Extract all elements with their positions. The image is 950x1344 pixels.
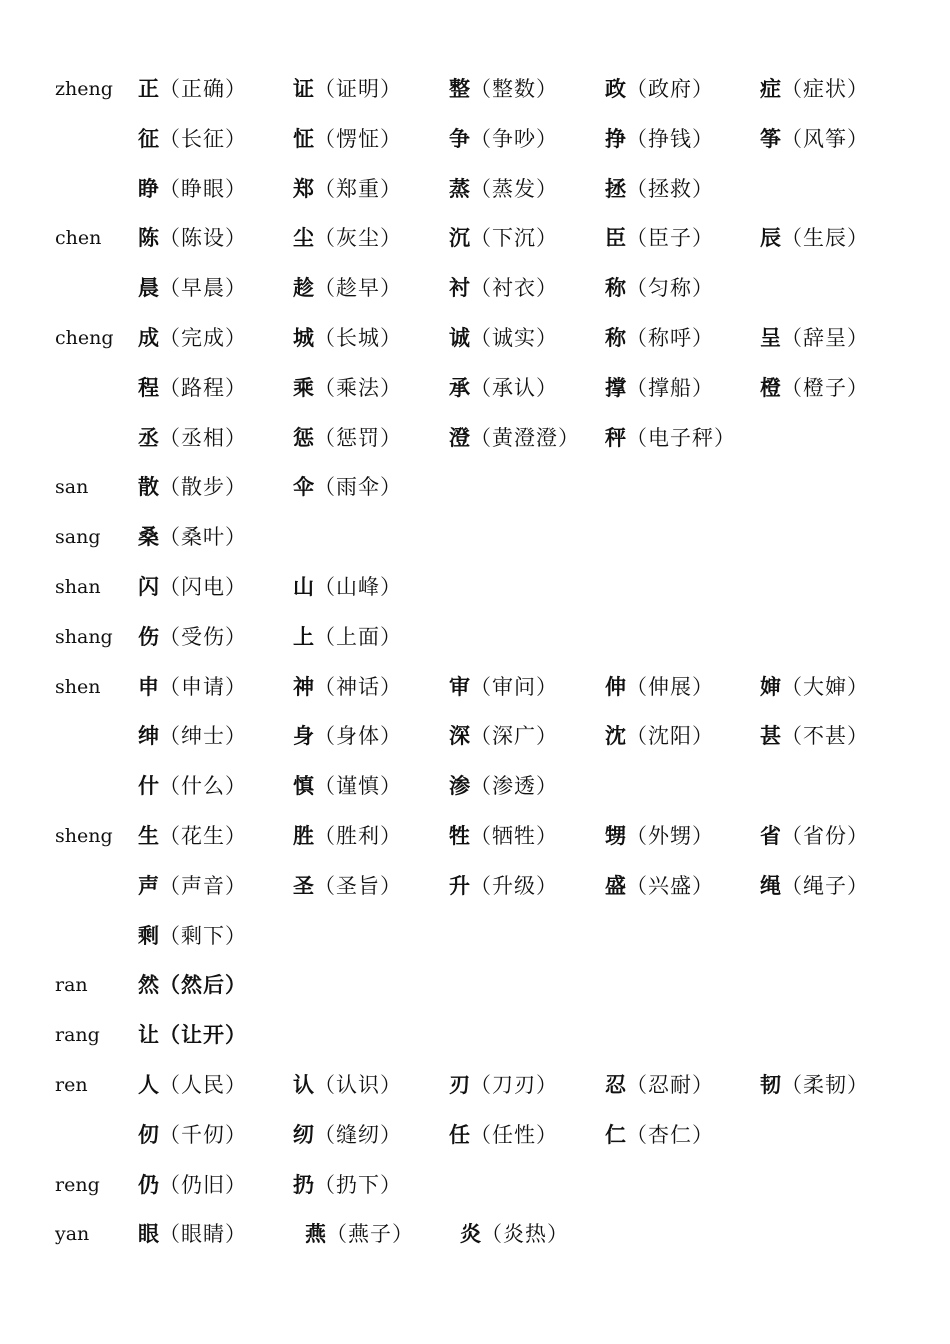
character-entry: [760, 64, 869, 114]
hanzi-character: 绳: [760, 873, 781, 898]
example-word: （认识）: [314, 1073, 402, 1097]
hanzi-character: 秤: [605, 425, 626, 450]
hanzi-character: 身: [293, 724, 314, 749]
hanzi-character: 承: [449, 375, 470, 400]
example-word: （申请）: [159, 674, 247, 699]
hanzi-character: 渗: [449, 774, 470, 799]
hanzi-character: 仞: [138, 1122, 159, 1147]
hanzi-character: 郑: [293, 176, 314, 201]
example-word: （称呼）: [626, 326, 714, 350]
hanzi-character: 人: [138, 1073, 159, 1097]
example-word: （拯救）: [626, 176, 714, 201]
character-entry: [605, 413, 736, 463]
example-word: （扔下）: [314, 1172, 402, 1197]
example-word: （上面）: [314, 624, 402, 649]
character-entry: [605, 313, 714, 363]
character-entry: [293, 164, 402, 214]
hanzi-character: 声: [138, 873, 159, 898]
character-entry: [138, 64, 247, 114]
hanzi-character: 仁: [605, 1122, 626, 1147]
character-entry: [293, 1160, 402, 1210]
example-word: （渗透）: [470, 774, 558, 799]
entry-row: [0, 213, 950, 263]
hanzi-character: 挣: [605, 126, 626, 151]
character-entry: [293, 114, 402, 164]
character-entry: [605, 1110, 714, 1160]
character-entry: [138, 164, 247, 214]
hanzi-character: 伤: [138, 624, 159, 649]
example-word: （趁早）: [314, 276, 402, 301]
character-entry: [138, 114, 247, 164]
example-word: （审问）: [470, 674, 558, 699]
hanzi-character: 纫: [293, 1122, 314, 1147]
character-entry: [760, 711, 869, 761]
example-word: （省份）: [781, 824, 869, 848]
character-entry: [138, 761, 247, 811]
example-word: （衬衣）: [470, 276, 558, 301]
hanzi-character: 沉: [449, 226, 470, 251]
example-word: （灰尘）: [314, 226, 402, 251]
character-entry: [605, 263, 714, 313]
example-word: （下沉）: [470, 226, 558, 251]
hanzi-character: 甥: [605, 824, 626, 848]
entry-row: [0, 711, 950, 761]
character-entry: [138, 263, 247, 313]
entry-row: [0, 562, 950, 612]
hanzi-character: 丞: [138, 425, 159, 450]
example-word: （然后）: [159, 972, 247, 998]
character-entry: [293, 462, 402, 512]
example-word: （沈阳）: [626, 724, 714, 749]
hanzi-character: 橙: [760, 375, 781, 400]
hanzi-character: 审: [449, 674, 470, 699]
hanzi-character: 神: [293, 674, 314, 699]
hanzi-character: 衬: [449, 276, 470, 301]
example-word: （兴盛）: [626, 873, 714, 898]
hanzi-character: 什: [138, 774, 159, 799]
example-word: （人民）: [159, 1073, 247, 1097]
character-entry: [605, 64, 714, 114]
example-word: （绅士）: [159, 724, 247, 749]
example-word: （炎热）: [481, 1222, 569, 1247]
hanzi-character: 炎: [460, 1222, 481, 1247]
character-entry: [449, 313, 558, 363]
entry-row: [0, 413, 950, 463]
entry-row: [0, 1209, 950, 1259]
example-word: （让开）: [159, 1022, 247, 1048]
hanzi-character: 筝: [760, 126, 781, 151]
example-word: （身体）: [314, 724, 402, 749]
example-word: （愣怔）: [314, 126, 402, 151]
example-word: （挣钱）: [626, 126, 714, 151]
character-entry: [449, 64, 558, 114]
example-word: （证明）: [314, 77, 402, 101]
example-word: （刀刃）: [470, 1073, 558, 1097]
entry-row: [0, 811, 950, 861]
hanzi-character: 辰: [760, 226, 781, 251]
example-word: （匀称）: [626, 276, 714, 301]
entry-row: [0, 960, 950, 1010]
example-word: （仍旧）: [159, 1172, 247, 1197]
character-entry: [293, 711, 402, 761]
example-word: （陈设）: [159, 226, 247, 251]
hanzi-character: 称: [605, 326, 626, 350]
character-entry: [449, 811, 558, 861]
example-word: （黄澄澄）: [470, 425, 580, 450]
character-entry: [138, 562, 247, 612]
pinyin-label: sang: [55, 526, 101, 549]
hanzi-character: 剩: [138, 923, 159, 948]
example-word: （郑重）: [314, 176, 402, 201]
hanzi-character: 申: [138, 674, 159, 699]
character-entry: [449, 263, 558, 313]
example-word: （不甚）: [781, 724, 869, 749]
example-word: （正确）: [159, 77, 247, 101]
character-entry: [138, 911, 247, 961]
hanzi-character: 政: [605, 77, 626, 101]
example-word: （伸展）: [626, 674, 714, 699]
pinyin-label: rang: [55, 1024, 100, 1047]
example-word: （外甥）: [626, 824, 714, 848]
example-word: （缝纫）: [314, 1122, 402, 1147]
character-entry: [449, 711, 558, 761]
hanzi-character: 圣: [293, 873, 314, 898]
hanzi-character: 睁: [138, 176, 159, 201]
character-entry: [293, 761, 402, 811]
example-word: （整数）: [470, 77, 558, 101]
example-word: （闪电）: [159, 575, 247, 599]
character-entry: [760, 662, 869, 712]
character-entry: [760, 114, 869, 164]
character-entry: [449, 1060, 558, 1110]
character-entry: [605, 1060, 714, 1110]
example-word: （什么）: [159, 774, 247, 799]
hanzi-character: 城: [293, 326, 314, 350]
example-word: （圣旨）: [314, 873, 402, 898]
hanzi-character: 征: [138, 126, 159, 151]
example-word: （神话）: [314, 674, 402, 699]
example-word: （风筝）: [781, 126, 869, 151]
character-entry: [449, 164, 558, 214]
character-entry: [449, 761, 558, 811]
example-word: （睁眼）: [159, 176, 247, 201]
hanzi-character: 让: [138, 1023, 159, 1048]
hanzi-character: 甚: [760, 724, 781, 749]
hanzi-character: 沈: [605, 724, 626, 749]
example-word: （惩罚）: [314, 425, 402, 450]
character-entry: [138, 811, 247, 861]
character-entry: [449, 114, 558, 164]
example-word: （撑船）: [626, 375, 714, 400]
hanzi-character: 拯: [605, 176, 626, 201]
character-entry: [305, 1209, 414, 1259]
hanzi-character: 仍: [138, 1172, 159, 1197]
pinyin-label: shen: [55, 675, 101, 698]
example-word: （路程）: [159, 375, 247, 400]
character-entry: [293, 363, 402, 413]
hanzi-character: 成: [138, 326, 159, 350]
entry-row: [0, 114, 950, 164]
character-entry: [605, 114, 714, 164]
hanzi-character: 呈: [760, 326, 781, 350]
entry-row: [0, 64, 950, 114]
character-entry: [760, 363, 869, 413]
character-entry: [293, 263, 402, 313]
hanzi-character: 称: [605, 276, 626, 301]
hanzi-character: 婶: [760, 674, 781, 699]
hanzi-character: 山: [293, 575, 314, 599]
hanzi-character: 晨: [138, 276, 159, 301]
entry-row: [0, 1060, 950, 1110]
hanzi-character: 忍: [605, 1073, 626, 1097]
character-entry: [138, 1010, 247, 1060]
hanzi-character: 深: [449, 724, 470, 749]
hanzi-character: 省: [760, 824, 781, 848]
character-entry: [138, 213, 247, 263]
example-word: （长征）: [159, 126, 247, 151]
entry-row: [0, 263, 950, 313]
hanzi-character: 胜: [293, 824, 314, 848]
example-word: （诚实）: [470, 326, 558, 350]
hanzi-character: 争: [449, 126, 470, 151]
hanzi-character: 陈: [138, 226, 159, 251]
example-word: （千仞）: [159, 1122, 247, 1147]
entry-row: [0, 861, 950, 911]
character-entry: [760, 213, 869, 263]
character-entry: [138, 1110, 247, 1160]
character-entry: [605, 711, 714, 761]
hanzi-character: 正: [138, 77, 159, 101]
hanzi-character: 认: [293, 1073, 314, 1097]
pinyin-label: chen: [55, 227, 102, 250]
character-entry: [449, 861, 558, 911]
hanzi-character: 惩: [293, 425, 314, 450]
hanzi-character: 扔: [293, 1172, 314, 1197]
character-entry: [293, 313, 402, 363]
hanzi-character: 整: [449, 77, 470, 101]
character-entry: [293, 612, 402, 662]
pinyin-label: sheng: [55, 825, 113, 847]
entry-row: [0, 662, 950, 712]
character-entry: [138, 612, 247, 662]
example-word: （牺牲）: [470, 824, 558, 848]
hanzi-character: 盛: [605, 873, 626, 898]
character-entry: [138, 662, 247, 712]
example-word: （深广）: [470, 724, 558, 749]
character-entry: [605, 861, 714, 911]
hanzi-character: 升: [449, 873, 470, 898]
hanzi-character: 乘: [293, 375, 314, 400]
character-entry: [449, 1110, 558, 1160]
example-word: （大婶）: [781, 674, 869, 699]
example-word: （橙子）: [781, 375, 869, 400]
character-entry: [138, 413, 247, 463]
character-entry: [605, 164, 714, 214]
character-entry: [605, 811, 714, 861]
entry-row: [0, 512, 950, 562]
example-word: （山峰）: [314, 575, 402, 599]
entry-row: [0, 911, 950, 961]
hanzi-character: 然: [138, 973, 159, 998]
character-entry: [605, 662, 714, 712]
entry-row: [0, 1160, 950, 1210]
hanzi-character: 伞: [293, 475, 314, 500]
character-entry: [138, 363, 247, 413]
character-entry: [138, 1209, 247, 1259]
hanzi-character: 慎: [293, 774, 314, 799]
example-word: （丞相）: [159, 425, 247, 450]
example-word: （绳子）: [781, 873, 869, 898]
hanzi-character: 伸: [605, 674, 626, 699]
pinyin-label: reng: [55, 1173, 100, 1196]
entry-row: [0, 363, 950, 413]
example-word: （完成）: [159, 326, 247, 350]
character-entry: [449, 413, 580, 463]
character-entry: [293, 662, 402, 712]
entry-row: [0, 462, 950, 512]
hanzi-character: 趁: [293, 276, 314, 301]
entry-row: [0, 1110, 950, 1160]
example-word: （乘法）: [314, 375, 402, 400]
character-entry: [293, 213, 402, 263]
example-word: （蒸发）: [470, 176, 558, 201]
example-word: （胜利）: [314, 824, 402, 848]
character-entry: [449, 213, 558, 263]
example-word: （电子秤）: [626, 425, 736, 450]
character-entry: [293, 861, 402, 911]
example-word: （声音）: [159, 873, 247, 898]
hanzi-character: 生: [138, 824, 159, 848]
character-entry: [460, 1209, 569, 1259]
example-word: （长城）: [314, 326, 402, 350]
hanzi-character: 桑: [138, 525, 159, 550]
character-entry: [138, 313, 247, 363]
example-word: （任性）: [470, 1122, 558, 1147]
pinyin-label: san: [55, 476, 89, 499]
example-word: （花生）: [159, 824, 247, 848]
pinyin-label: zheng: [55, 78, 113, 100]
character-entry: [760, 811, 869, 861]
hanzi-character: 散: [138, 475, 159, 500]
character-entry: [760, 1060, 869, 1110]
hanzi-character: 绅: [138, 724, 159, 749]
entry-row: [0, 612, 950, 662]
example-word: （早晨）: [159, 276, 247, 301]
hanzi-character: 蒸: [449, 176, 470, 201]
hanzi-character: 症: [760, 77, 781, 101]
example-word: （剩下）: [159, 923, 247, 948]
pinyin-label: yan: [55, 1223, 90, 1246]
entry-row: [0, 313, 950, 363]
hanzi-character: 臣: [605, 226, 626, 251]
character-entry: [293, 413, 402, 463]
pinyin-label: shang: [55, 625, 113, 648]
example-word: （受伤）: [159, 624, 247, 649]
example-word: （忍耐）: [626, 1073, 714, 1097]
hanzi-character: 上: [293, 624, 314, 649]
character-entry: [138, 462, 247, 512]
hanzi-character: 韧: [760, 1073, 781, 1097]
character-entry: [138, 1160, 247, 1210]
hanzi-character: 诚: [449, 326, 470, 350]
character-entry: [760, 861, 869, 911]
example-word: （眼睛）: [159, 1222, 247, 1247]
character-entry: [138, 960, 247, 1010]
example-word: （症状）: [781, 77, 869, 101]
pinyin-label: cheng: [55, 327, 114, 349]
hanzi-character: 眼: [138, 1222, 159, 1247]
character-entry: [293, 811, 402, 861]
example-word: （臣子）: [626, 226, 714, 251]
character-entry: [293, 64, 402, 114]
hanzi-character: 燕: [305, 1222, 326, 1247]
hanzi-character: 牲: [449, 824, 470, 848]
character-entry: [138, 512, 247, 562]
example-word: （生辰）: [781, 226, 869, 251]
example-word: （政府）: [626, 77, 714, 101]
example-word: （争吵）: [470, 126, 558, 151]
character-entry: [605, 363, 714, 413]
hanzi-character: 怔: [293, 126, 314, 151]
character-entry: [605, 213, 714, 263]
character-entry: [138, 861, 247, 911]
entry-row: [0, 164, 950, 214]
example-word: （雨伞）: [314, 475, 402, 500]
hanzi-character: 程: [138, 375, 159, 400]
hanzi-character: 尘: [293, 226, 314, 251]
pinyin-label: ren: [55, 1074, 88, 1096]
example-word: （散步）: [159, 475, 247, 500]
character-entry: [293, 562, 402, 612]
hanzi-character: 刃: [449, 1073, 470, 1097]
example-word: （燕子）: [326, 1222, 414, 1247]
example-word: （谨慎）: [314, 774, 402, 799]
example-word: （承认）: [470, 375, 558, 400]
pinyin-label: ran: [55, 974, 88, 997]
character-entry: [449, 363, 558, 413]
example-word: （辞呈）: [781, 326, 869, 350]
entry-row: [0, 1010, 950, 1060]
hanzi-character: 澄: [449, 425, 470, 450]
hanzi-character: 撑: [605, 375, 626, 400]
character-entry: [138, 1060, 247, 1110]
character-entry: [293, 1110, 402, 1160]
hanzi-character: 任: [449, 1122, 470, 1147]
entry-row: [0, 761, 950, 811]
character-entry: [138, 711, 247, 761]
character-entry: [449, 662, 558, 712]
pinyin-label: shan: [55, 576, 101, 598]
example-word: （柔韧）: [781, 1073, 869, 1097]
character-entry: [293, 1060, 402, 1110]
character-entry: [760, 313, 869, 363]
example-word: （杏仁）: [626, 1122, 714, 1147]
hanzi-character: 证: [293, 77, 314, 101]
hanzi-character: 闪: [138, 575, 159, 599]
example-word: （桑叶）: [159, 525, 247, 550]
example-word: （升级）: [470, 873, 558, 898]
